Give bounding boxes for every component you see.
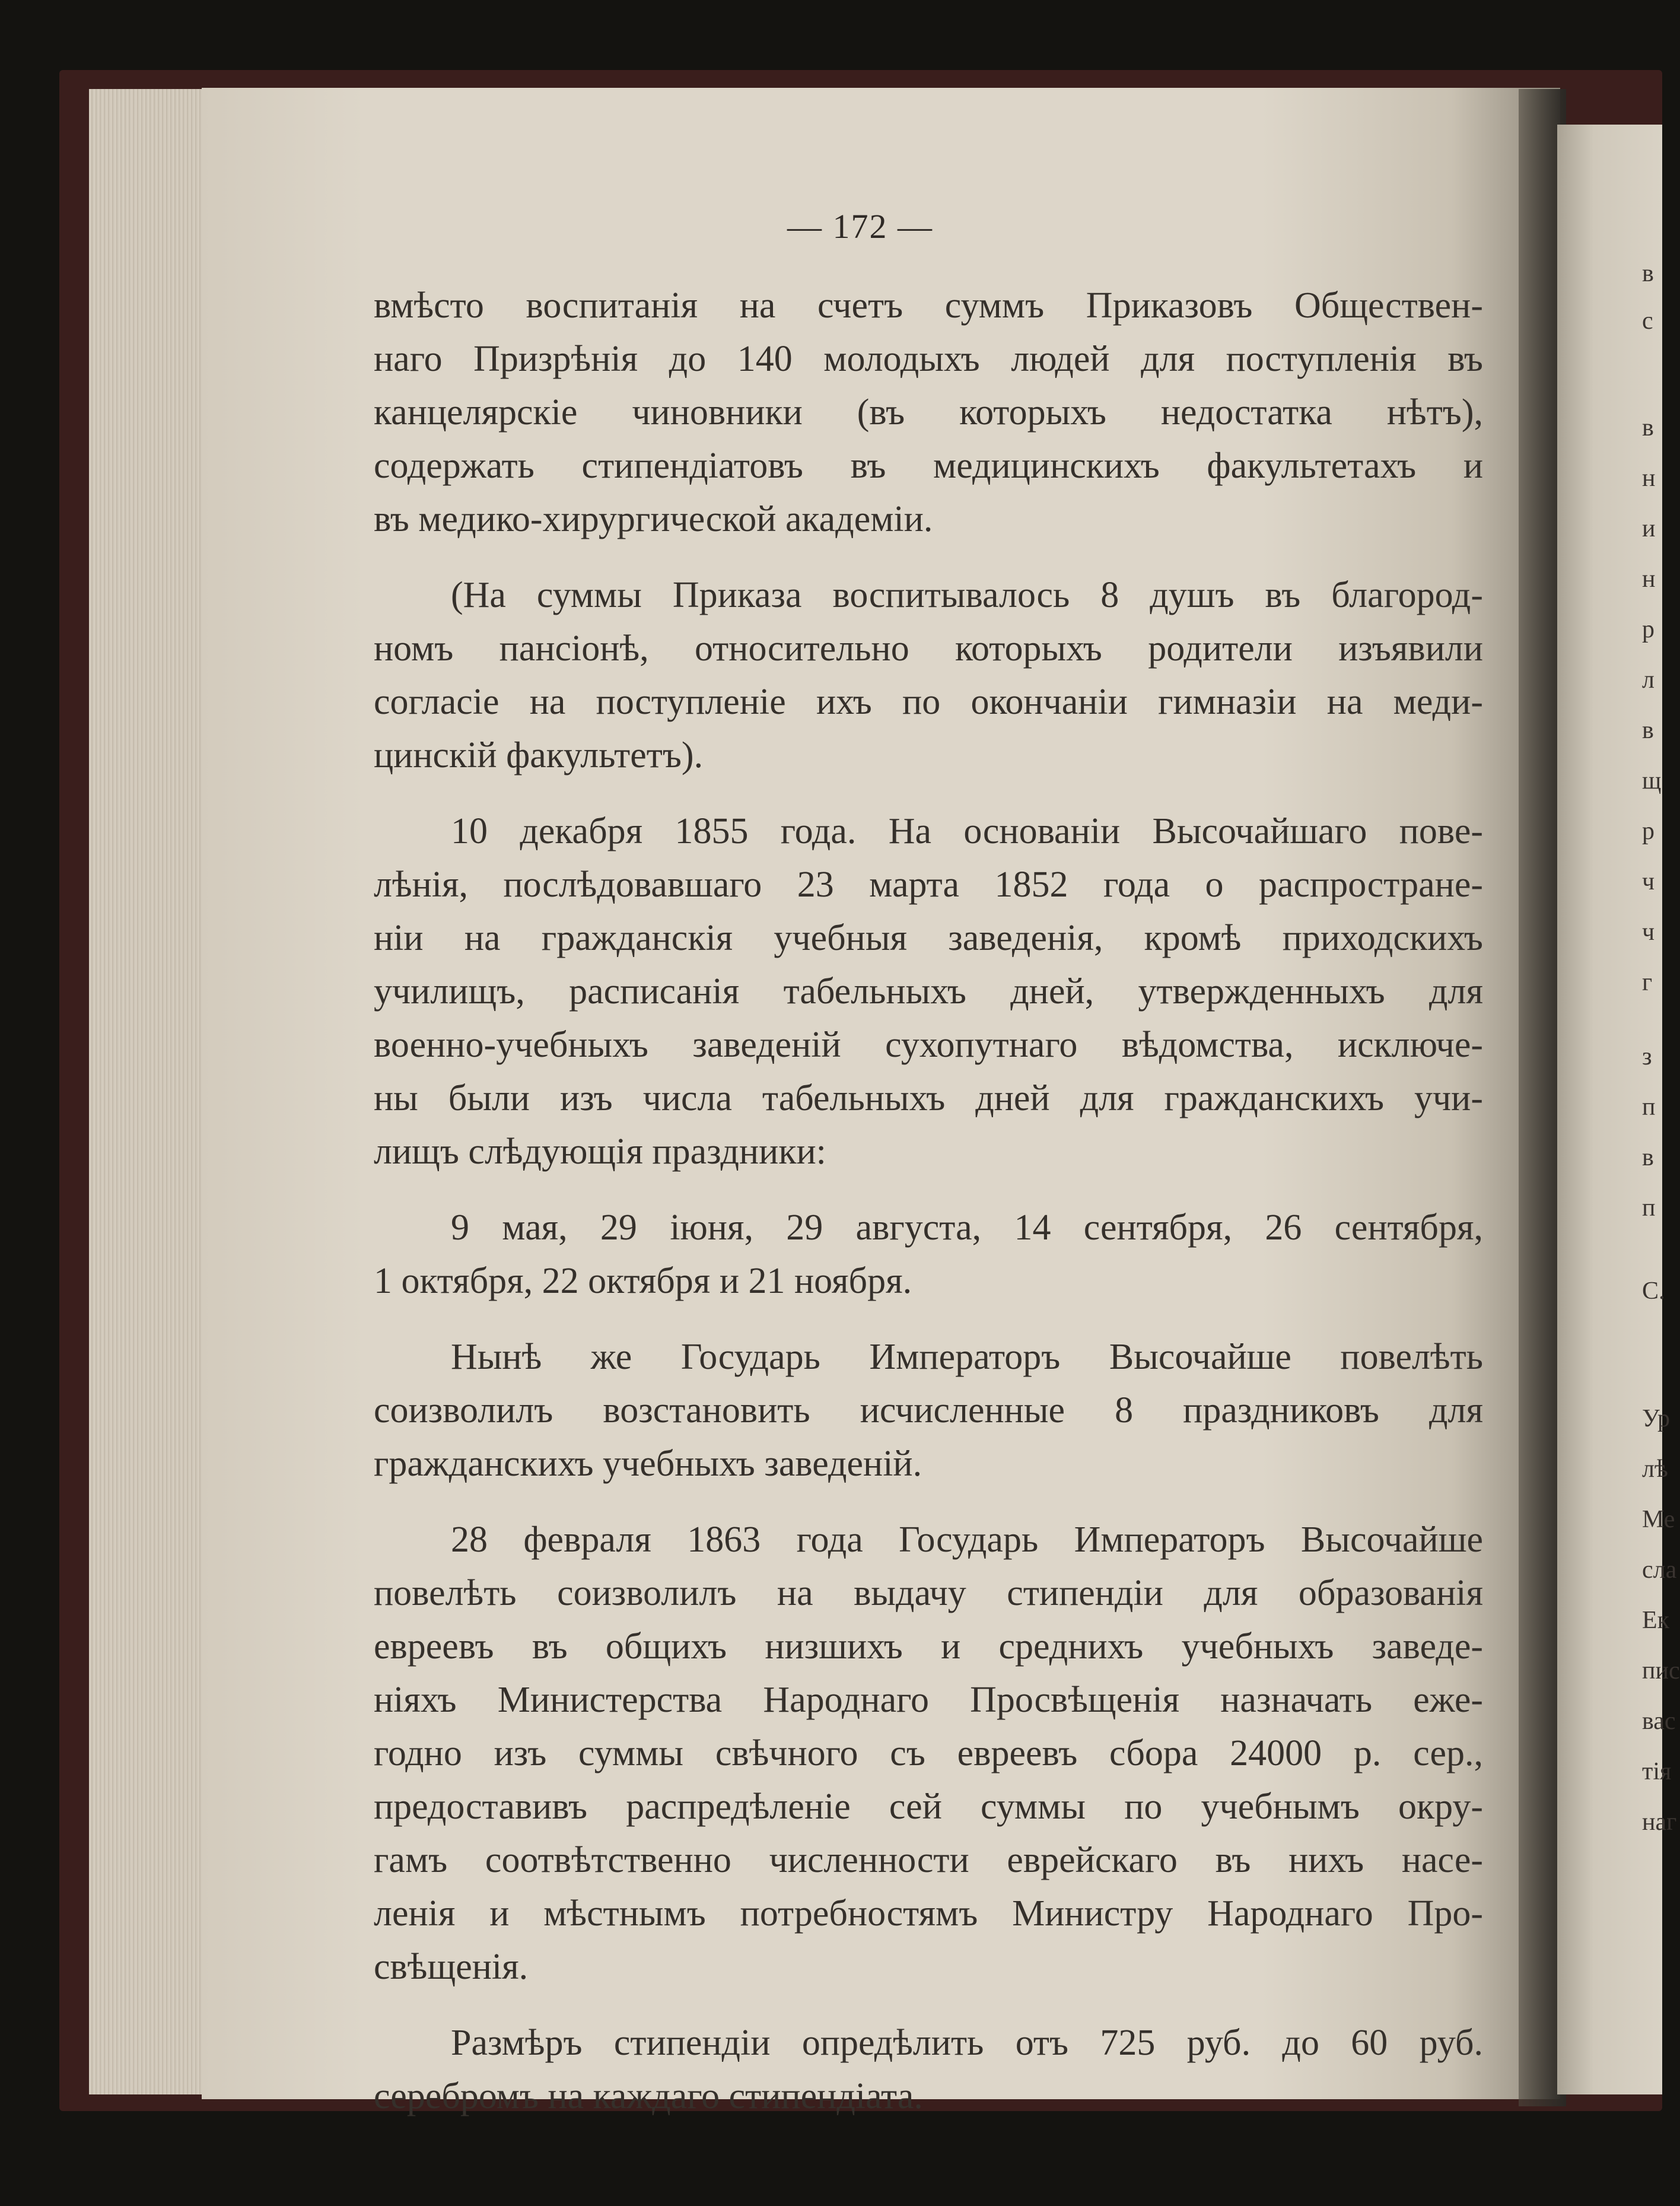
text-line: училищъ, расписанія табельныхъ дней, утвержденныхъ для — [374, 971, 1483, 1012]
text-line: гамъ соотвѣтственно численности еврейскаго въ нихъ насе- — [374, 1840, 1483, 1880]
text-line: наго Призрѣнія до 140 молодыхъ людей для поступленія въ — [374, 339, 1483, 379]
text-line: ны были изъ числа табельныхъ дней для гражданскихъ учи- — [374, 1078, 1483, 1118]
facing-fragment: Ур — [1642, 1405, 1671, 1432]
paragraph — [374, 805, 1483, 1178]
paragraph — [374, 568, 1483, 782]
text-line: цинскій факультетъ). — [374, 735, 704, 775]
text-line: лѣнія, послѣдовавшаго 23 марта 1852 года о распростране- — [374, 864, 1483, 905]
text-line: (На суммы Приказа воспитывалось 8 душъ въ благород- — [451, 575, 1483, 615]
facing-fragment: ч — [1642, 868, 1655, 895]
facing-fragment: п — [1642, 1094, 1656, 1121]
facing-fragment: вас — [1642, 1708, 1676, 1735]
text-line: предоставивъ распредѣленіе сей суммы по учебнымъ окру- — [374, 1787, 1483, 1827]
text-line: гражданскихъ учебныхъ заведеній. — [374, 1444, 922, 1484]
facing-fragment: н — [1642, 465, 1656, 492]
facing-fragment: лѣ — [1642, 1455, 1668, 1483]
facing-fragment: с — [1642, 307, 1653, 335]
paragraph — [374, 1513, 1483, 1994]
facing-fragment: з — [1642, 1043, 1652, 1070]
text-line: серебромъ на каждаго стипендіата. — [374, 2076, 923, 2116]
facing-fragment: пис — [1642, 1657, 1680, 1684]
facing-fragment: сла — [1642, 1556, 1677, 1584]
text-line: содержать стипендіатовъ въ медицинскихъ факультетахъ и — [374, 446, 1483, 486]
text-line: Размѣръ стипендіи опредѣлить отъ 725 руб. до 60 руб. — [451, 2023, 1483, 2063]
facing-fragment: р — [1642, 616, 1654, 643]
facing-fragment: Ме — [1642, 1506, 1675, 1533]
text-line: 28 февраля 1863 года Государь Императоръ Высочайше — [451, 1520, 1483, 1560]
paragraph — [374, 279, 1483, 546]
text-line: ленія и мѣстнымъ потребностямъ Министру Народнаго Про- — [374, 1893, 1483, 1934]
facing-fragment: С. — [1642, 1277, 1665, 1305]
facing-fragment: в — [1642, 260, 1654, 287]
facing-fragment: н — [1642, 565, 1656, 593]
facing-fragment: в — [1642, 1144, 1654, 1171]
text-line: соизволилъ возстановить исчисленные 8 праздниковъ для — [374, 1390, 1483, 1431]
text-line: въ медико-хирургической академіи. — [374, 499, 933, 539]
facing-fragment: щ — [1642, 767, 1662, 794]
text-line: свѣщенія. — [374, 1947, 529, 1987]
text-line: ніи на гражданскія учебныя заведенія, кромѣ приходскихъ — [374, 918, 1483, 958]
text-line: евреевъ въ общихъ низшихъ и среднихъ учебныхъ заведе- — [374, 1626, 1483, 1667]
facing-fragment: л — [1642, 666, 1654, 694]
text-line: лищъ слѣдующія праздники: — [374, 1131, 826, 1172]
paragraph — [374, 2016, 1483, 2123]
text-line: 9 мая, 29 іюня, 29 августа, 14 сентября, 26 сентября, — [451, 1207, 1483, 1248]
facing-fragment: ч — [1642, 918, 1655, 946]
facing-fragment: п — [1642, 1194, 1656, 1222]
facing-fragment: в — [1642, 414, 1654, 441]
text-line: канцелярскіе чиновники (въ которыхъ недостатка нѣтъ), — [374, 392, 1483, 433]
facing-fragment: в — [1642, 717, 1654, 744]
text-line: военно-учебныхъ заведеній сухопутнаго вѣдомства, исключе- — [374, 1025, 1483, 1065]
text-line: годно изъ суммы свѣчного съ евреевъ сбора 24000 р. сер., — [374, 1733, 1483, 1773]
text-line: вмѣсто воспитанія на счетъ суммъ Приказовъ Обществен- — [374, 285, 1483, 326]
text-line: Нынѣ же Государь Императоръ Высочайше повелѣть — [451, 1337, 1483, 1377]
page-number: — 172 — — [787, 207, 933, 246]
page-body — [374, 279, 1483, 2145]
text-line: согласіе на поступленіе ихъ по окончаніи гимназіи на меди- — [374, 682, 1483, 722]
facing-fragment: р — [1642, 818, 1654, 845]
facing-fragment: тія — [1642, 1758, 1672, 1785]
text-line: 10 декабря 1855 года. На основаніи Высочайшаго пове- — [451, 811, 1483, 851]
text-line: ніяхъ Министерства Народнаго Просвѣщенія назначать еже- — [374, 1680, 1483, 1720]
paragraph — [374, 1330, 1483, 1490]
paragraph — [374, 1201, 1483, 1308]
text-line: номъ пансіонѣ, относительно которыхъ родители изъявили — [374, 628, 1483, 669]
facing-fragment: г — [1642, 969, 1653, 996]
facing-fragment: Ек — [1642, 1607, 1670, 1634]
facing-fragment: наг — [1642, 1808, 1677, 1836]
facing-fragment: и — [1642, 515, 1656, 542]
text-line: повелѣть соизволилъ на выдачу стипендіи для образованія — [374, 1573, 1483, 1613]
text-line: 1 октября, 22 октября и 21 ноября. — [374, 1261, 912, 1301]
